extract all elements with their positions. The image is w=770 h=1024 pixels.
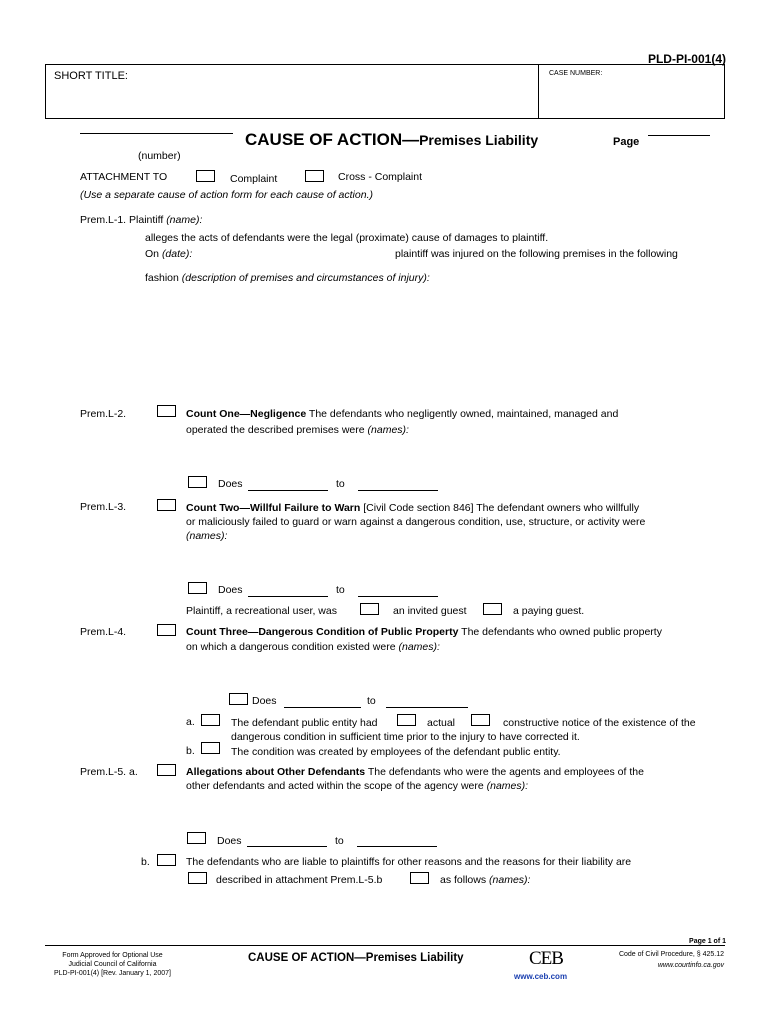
header-box [45,64,725,119]
preml1-label [80,214,202,226]
preml1-alleges: alleges the acts of defendants were the legal (proximate) cause of damages to plaintiff. [145,232,549,244]
preml4-line2 [186,641,440,653]
footer-rule [45,945,725,946]
preml2-label: Prem.L-2. [80,408,127,420]
preml2-does-label: Does [218,478,243,490]
preml5-line1 [186,766,644,778]
code-citation: Code of Civil Procedure, § 425.12 [618,951,724,958]
preml2-text1: The defendants who negligently owned, maintained, managed and [306,408,619,420]
preml1-date-hint: (date): [161,248,193,260]
preml4-does-label: Does [252,695,277,707]
case-number-label: CASE NUMBER: [549,70,603,77]
preml5-does-label: Does [217,835,242,847]
preml5-b-follows [440,874,530,886]
preml4-a-text1: The defendant public entity had [231,717,378,729]
preml3-label: Prem.L-3. [80,501,127,513]
form-id: PLD-PI-001(4) [647,52,726,66]
preml1-name-hint: (name): [166,214,203,226]
preml1-fashion-text: fashion [145,272,179,284]
approved-line-1: Form Approved for Optional Use [62,952,163,959]
preml5-label: Prem.L-5. a. [80,766,138,778]
preml2-line1 [186,408,618,420]
preml3-line1 [186,502,639,514]
preml4-b-text: The condition was created by employees of the defendant public entity. [231,746,561,758]
preml4-does-checkbox[interactable] [229,693,248,705]
preml5-does-from-line[interactable] [247,846,327,847]
preml3-to-label: to [336,584,345,596]
preml4-does-to-line[interactable] [386,707,468,708]
preml4-a-label: a. [186,716,195,728]
preml3-names-hint: (names): [186,530,228,542]
preml5-to-label: to [335,835,344,847]
page-label: Page [613,136,640,148]
preml5-does-to-line[interactable] [357,846,437,847]
page-title [245,130,538,150]
preml3-checkbox[interactable] [157,499,176,511]
actual-notice-label: actual [427,717,456,729]
preml1-injured: plaintiff was injured on the following premises in the following [395,248,678,260]
preml4-text2: on which a dangerous condition existed were [186,641,396,653]
cross-complaint-label: Cross - Complaint [338,171,423,183]
preml2-does-to-line[interactable] [358,490,438,491]
ceb-logo: CEB [529,948,563,969]
preml4-a-checkbox[interactable] [201,714,220,726]
header-divider [538,65,539,119]
preml5-line2 [186,780,528,792]
preml4-text1: The defendants who owned public property [458,626,662,638]
approved-line-3: PLD-PI-001(4) [Rev. January 1, 2007] [54,970,171,977]
page-line[interactable] [648,135,710,136]
courtinfo-link[interactable]: www.courtinfo.ca.gov [657,962,724,969]
preml4-a-text2: dangerous condition in sufficient time prior to the injury to have corrected it. [231,731,580,743]
constructive-notice-checkbox[interactable] [471,714,490,726]
approved-line-2: Judicial Council of California [68,961,157,968]
paying-guest-checkbox[interactable] [483,603,502,615]
constructive-notice-label: constructive notice of the existence of the [503,717,696,729]
preml5-names-hint: (names): [486,780,529,792]
attachment-label: ATTACHMENT TO [80,171,168,183]
preml4-heading: Count Three—Dangerous Condition of Public Property [186,626,459,638]
short-title-label: SHORT TITLE: [54,70,128,82]
preml4-line1 [186,626,662,638]
preml4-to-label: to [367,695,376,707]
number-line[interactable] [80,133,233,134]
preml5-b-described: described in attachment Prem.L-5.b [216,874,383,886]
preml1-on [145,248,192,260]
preml2-line2 [186,424,409,436]
preml4-b-label: b. [186,745,195,757]
preml5-b-label: b. [141,856,150,868]
preml4-checkbox[interactable] [157,624,176,636]
approved-block [30,951,195,978]
preml1-fashion-hint: (description of premises and circumstances of injury): [181,272,430,284]
preml5-a-checkbox[interactable] [157,764,176,776]
preml1-fashion [145,272,430,284]
invited-guest-checkbox[interactable] [360,603,379,615]
preml3-does-from-line[interactable] [248,596,328,597]
preml1-plaintiff: Prem.L-1. Plaintiff [80,214,164,226]
preml2-to-label: to [336,478,345,490]
preml3-text2: or maliciously failed to guard or warn against a dangerous condition, use, structure, or activity were [186,516,646,528]
preml2-does-checkbox[interactable] [188,476,207,488]
preml4-does-from-line[interactable] [284,707,361,708]
preml3-does-label: Does [218,584,243,596]
paying-guest-label: a paying guest. [513,605,585,617]
title-premises: Premises Liability [419,132,539,148]
preml5-b-text1: The defendants who are liable to plaintiffs for other reasons and the reasons for their liability are [186,856,632,868]
preml5-b-names-hint: (names): [489,874,531,886]
preml2-does-from-line[interactable] [248,490,328,491]
complaint-label: Complaint [230,173,278,185]
cross-complaint-checkbox[interactable] [305,170,324,182]
preml3-heading: Count Two—Willful Failure to Warn [186,502,361,514]
ceb-link[interactable]: www.ceb.com [514,972,568,981]
preml5-b-attachment-checkbox[interactable] [188,872,207,884]
invited-guest-label: an invited guest [393,605,467,617]
preml2-checkbox[interactable] [157,405,176,417]
actual-notice-checkbox[interactable] [397,714,416,726]
page-of: Page 1 of 1 [689,938,726,945]
number-label: (number) [138,150,181,162]
preml5-heading: Allegations about Other Defendants [186,766,366,778]
preml2-names-hint: (names): [367,424,409,436]
preml3-does-to-line[interactable] [358,596,438,597]
complaint-checkbox[interactable] [196,170,215,182]
preml3-does-checkbox[interactable] [188,582,207,594]
preml5-b-follows-checkbox[interactable] [410,872,429,884]
preml5-does-checkbox[interactable] [187,832,206,844]
footer-title: CAUSE OF ACTION—Premises Liability [248,952,464,964]
preml5-text2: other defendants and acted within the scope of the agency were [186,780,484,792]
preml4-label: Prem.L-4. [80,626,127,638]
preml5-b-checkbox[interactable] [157,854,176,866]
attachment-note: (Use a separate cause of action form for each cause of action.) [80,189,373,201]
preml2-text2: operated the described premises were [186,424,365,436]
preml3-recreational: Plaintiff, a recreational user, was [186,605,337,617]
preml1-on-text: On [145,248,160,260]
preml3-text1: [Civil Code section 846] The defendant owners who willfully [360,502,640,514]
preml5-text1: The defendants who were the agents and employees of the [365,766,644,778]
preml4-b-checkbox[interactable] [201,742,220,754]
preml4-names-hint: (names): [398,641,440,653]
preml5-b-follows-text: as follows [440,874,487,886]
preml2-heading: Count One—Negligence [186,408,307,420]
title-cause: CAUSE OF ACTION— [245,130,420,149]
